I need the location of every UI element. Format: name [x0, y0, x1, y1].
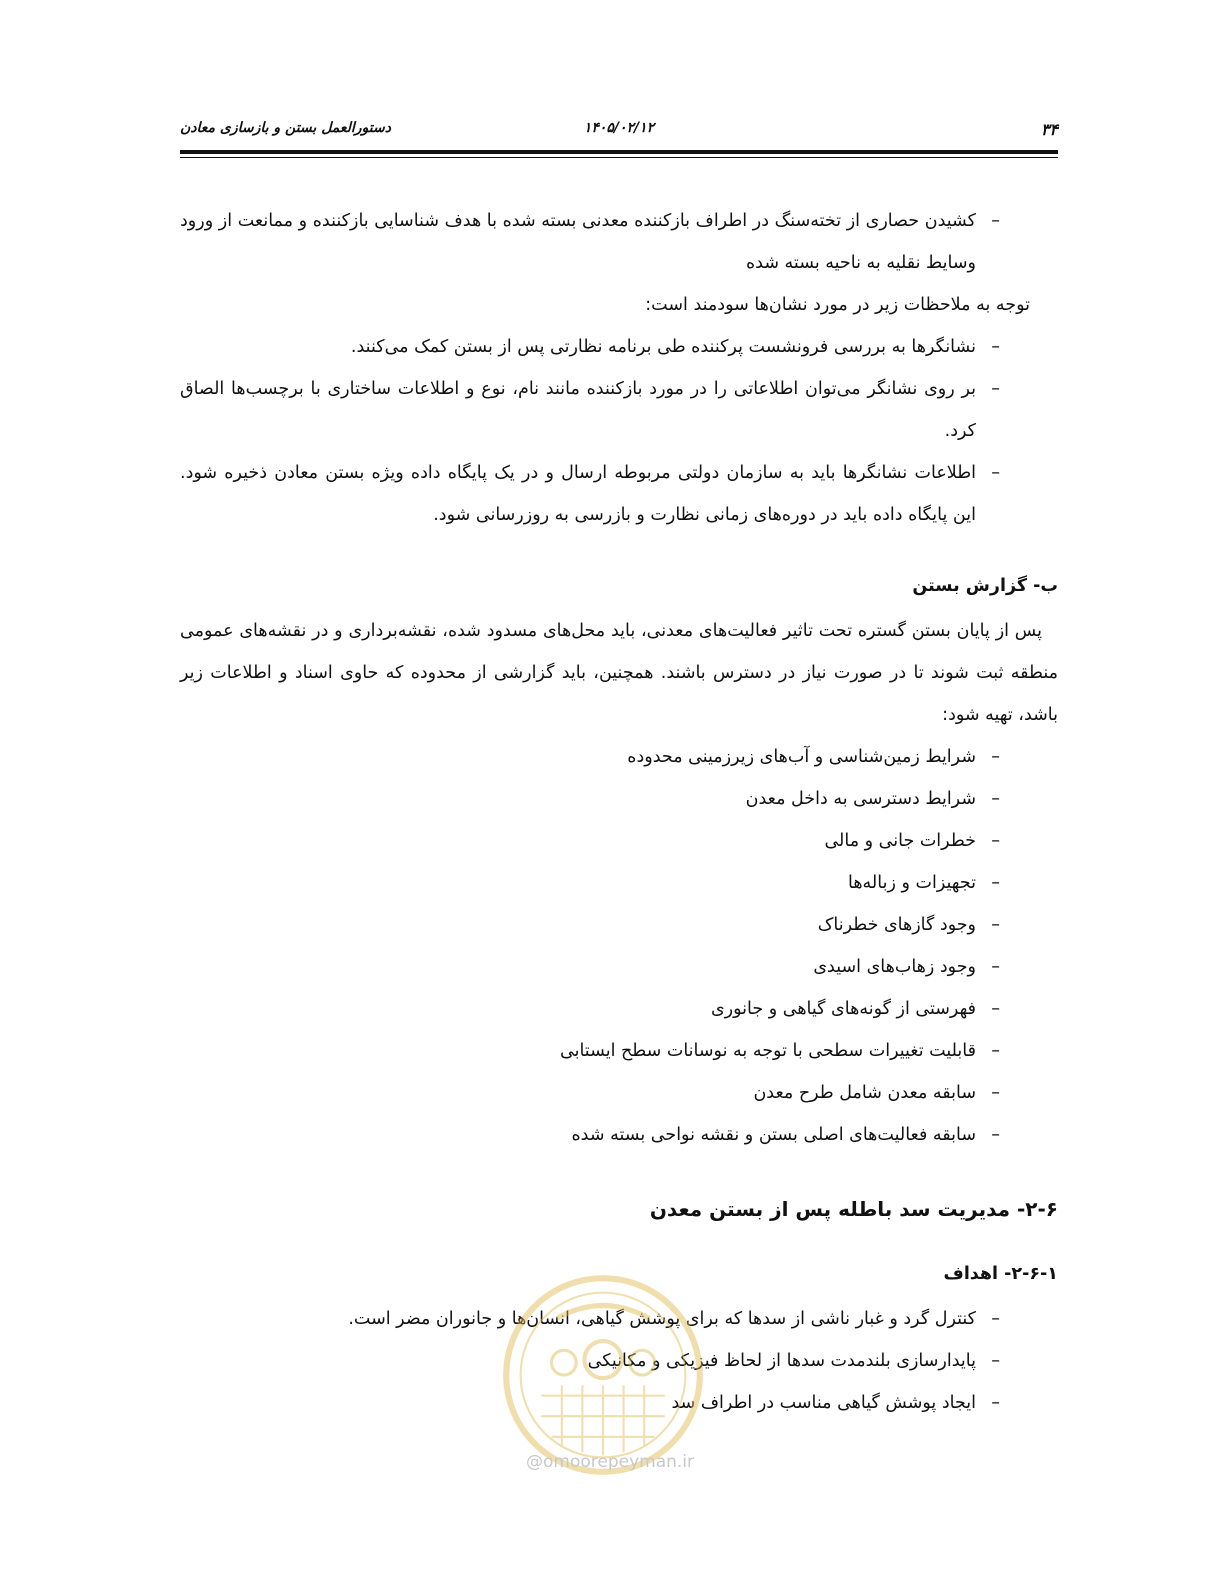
header-title: دستورالعمل بستن و بازسازی معادن	[180, 120, 391, 136]
list-item-text: شرایط زمین‌شناسی و آب‌های زیرزمینی محدوده	[627, 747, 976, 767]
dash-bullet: –	[991, 463, 1000, 483]
dash-bullet: –	[991, 999, 1000, 1019]
list-item	[180, 862, 1058, 904]
list-item	[180, 452, 1058, 536]
watermark-seal-icon	[500, 1272, 706, 1478]
list-item-text: نشانگرها به بررسی فرونشست پرکننده طی برنامه نظارتی پس از بستن کمک می‌کنند.	[350, 337, 976, 357]
list-item	[180, 904, 1058, 946]
subsection-heading: ۲-۶-۱- اهداف	[943, 1264, 1058, 1284]
list-item	[180, 820, 1058, 862]
list-item	[180, 1072, 1058, 1114]
list-item-text: سابقه معدن شامل طرح معدن	[753, 1083, 976, 1103]
list-item	[180, 988, 1058, 1030]
list-item	[180, 1114, 1058, 1156]
dash-bullet: –	[991, 1351, 1000, 1371]
dash-bullet: –	[991, 873, 1000, 893]
list-item-text: وجود زهاب‌های اسیدی	[813, 957, 976, 977]
list-item	[180, 778, 1058, 820]
list-item-text: وجود گازهای خطرناک	[817, 915, 976, 935]
list-item-text: ایجاد پوشش گیاهی مناسب در اطراف سد	[671, 1393, 976, 1413]
header-rule-thick	[180, 150, 1058, 154]
list-item	[180, 326, 1058, 368]
list-item	[180, 200, 1058, 284]
list-item	[180, 1030, 1058, 1072]
page-content	[180, 200, 1058, 1424]
dash-bullet: –	[991, 1125, 1000, 1145]
watermark-url: @omoorepeyman.ir	[525, 1452, 695, 1472]
dash-bullet: –	[991, 789, 1000, 809]
list-item-text: اطلاعات نشانگرها باید به سازمان دولتی مربوطه ارسال و در یک پایگاه داده ویژه بستن معادن ذخیره شود. این پایگاه داده باید در دوره‌های زمانی نظارت و بازرسی به روزرسانی شود.	[180, 463, 976, 525]
header-rule-thin	[180, 157, 1058, 158]
report-paragraph: پس از پایان بستن گستره تحت تاثیر فعالیت‌های معدنی، باید محل‌های مسدود شده، نقشه‌برداری و در نقشه‌های عمومی منطقه ثبت شوند تا در صورت نیاز در دسترس باشند. همچنین، باید گزارشی از محدوده که حاوی اسناد و اطلاعات زیر باشد، تهیه شود:	[180, 621, 1058, 725]
list-item-text: کنترل گرد و غبار ناشی از سدها که برای پوشش گیاهی، انسان‌ها و جانوران مضر است.	[348, 1309, 976, 1329]
list-item-text: خطرات جانی و مالی	[824, 831, 976, 851]
list-item-text: فهرستی از گونه‌های گیاهی و جانوری	[710, 999, 976, 1019]
list-item-text: کشیدن حصاری از تخته‌سنگ در اطراف بازکننده معدنی بسته شده با هدف شناسایی بازکننده و ممانعت از ورود وسایط نقلیه به ناحیه بسته شده	[180, 211, 976, 273]
list-item	[180, 368, 1058, 452]
dash-bullet: –	[991, 957, 1000, 977]
note-intro: توجه به ملاحظات زیر در مورد نشان‌ها سودمند است:	[645, 295, 1030, 315]
dash-bullet: –	[991, 915, 1000, 935]
list-item	[180, 736, 1058, 778]
dash-bullet: –	[991, 1041, 1000, 1061]
dash-bullet: –	[991, 1309, 1000, 1329]
dash-bullet: –	[991, 747, 1000, 767]
list-item-text: قابلیت تغییرات سطحی با توجه به نوسانات سطح ایستابی	[560, 1041, 976, 1061]
dash-bullet: –	[991, 831, 1000, 851]
page-header	[180, 120, 1058, 144]
list-item-text: سابقه فعالیت‌های اصلی بستن و نقشه نواحی بسته شده	[571, 1125, 976, 1145]
list-item-text: بر روی نشانگر می‌توان اطلاعاتی را در مورد بازکننده مانند نام، نوع و اطلاعات ساختاری با برچسب‌ها الصاق کرد.	[180, 379, 976, 441]
dash-bullet: –	[991, 1083, 1000, 1103]
dash-bullet: –	[991, 1393, 1000, 1413]
dash-bullet: –	[991, 379, 1000, 399]
section-heading: ۲-۶- مدیریت سد باطله پس از بستن معدن	[649, 1197, 1058, 1221]
dash-bullet: –	[991, 337, 1000, 357]
list-item-text: پایدارسازی بلندمدت سدها از لحاظ فیزیکی و مکانیکی	[587, 1351, 976, 1371]
list-item	[180, 946, 1058, 988]
dash-bullet: –	[991, 211, 1000, 231]
report-heading: ب- گزارش بستن	[912, 576, 1058, 596]
header-date: ۱۴۰۵/۰۲/۱۲	[583, 120, 655, 136]
list-item-text: تجهیزات و زباله‌ها	[847, 873, 976, 893]
list-item-text: شرایط دسترسی به داخل معدن	[745, 789, 976, 809]
page-number: ۳۴	[1040, 120, 1058, 139]
